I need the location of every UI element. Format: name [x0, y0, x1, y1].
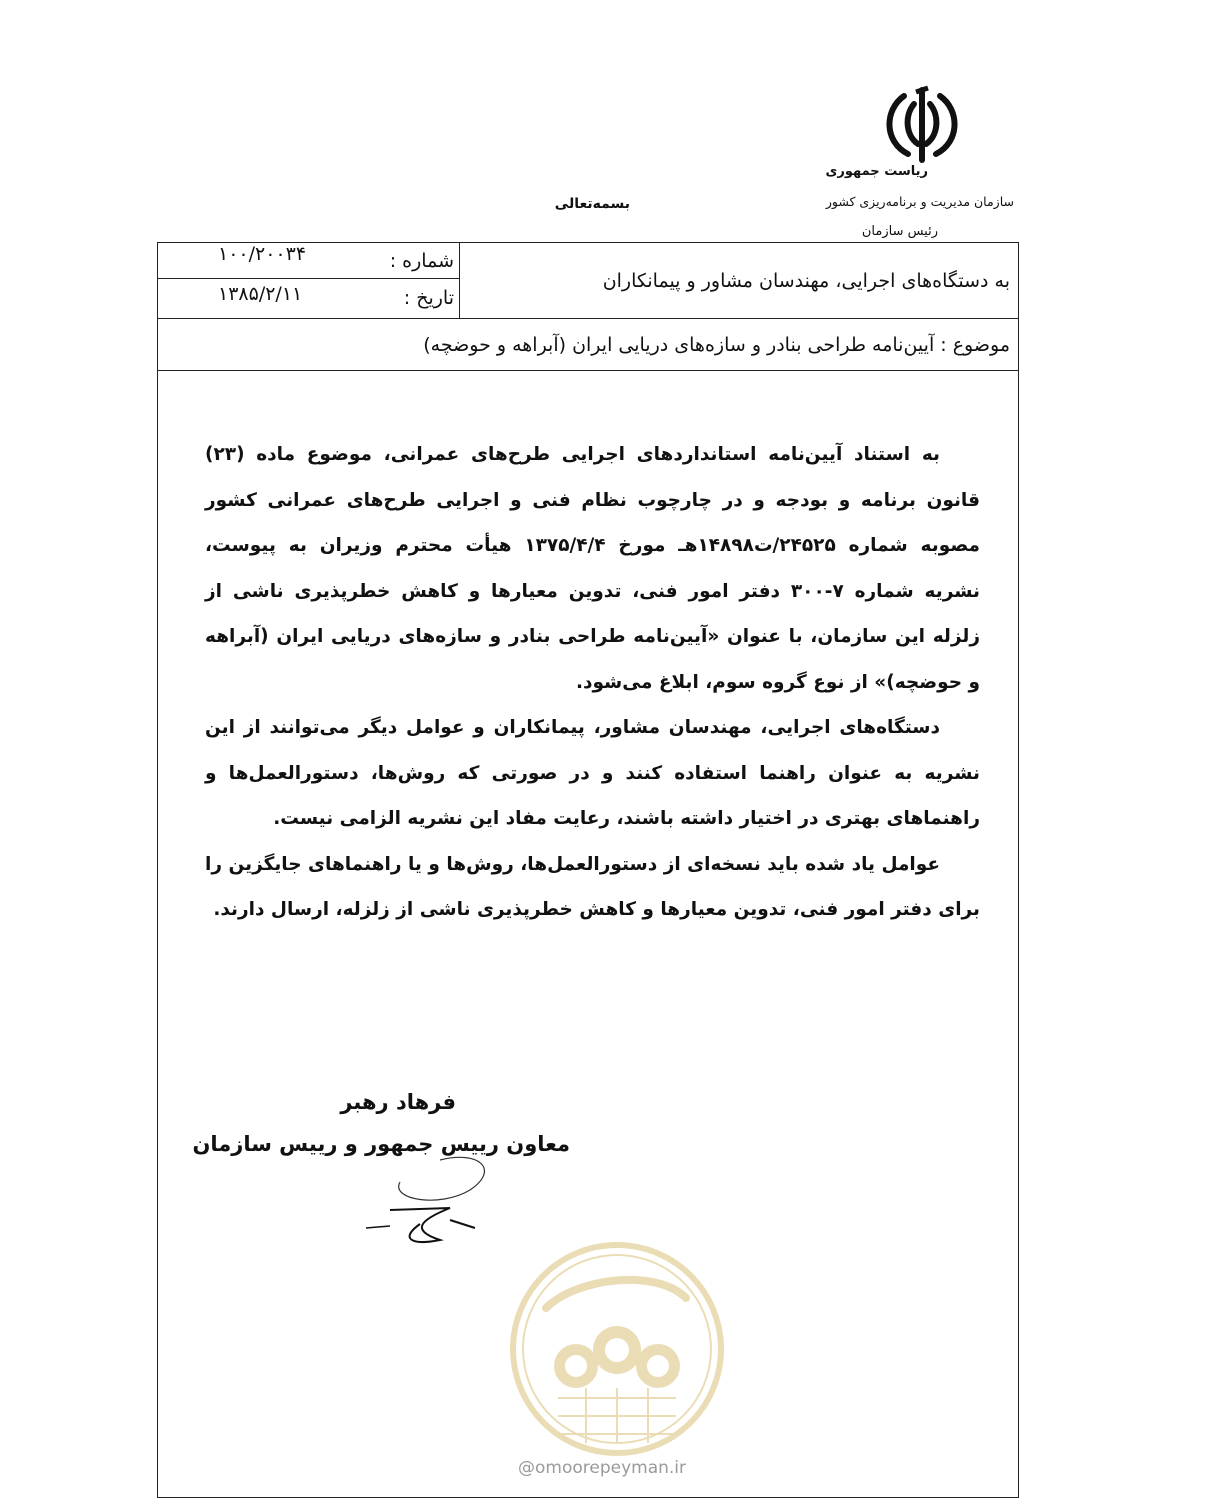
number-value: ۱۰۰/۲۰۰۳۴: [218, 243, 307, 265]
organization-name: سازمان مدیریت و برنامه‌ریزی کشور: [825, 194, 1014, 209]
publication-title: آیین‌نامه طراحی بنادر و سازه‌های دریایی ایران (آبراهه و حوضچه): [205, 626, 980, 693]
signatory-name: فرهاد رهبر: [340, 1090, 456, 1114]
website-watermark: @omoorepeyman.ir: [518, 1458, 687, 1478]
date-value: ۱۳۸۵/۲/۱۱: [218, 283, 303, 305]
subject-divider: [157, 370, 1019, 371]
handwritten-signature: [330, 1150, 520, 1250]
meta-divider: [157, 278, 459, 279]
iran-emblem-icon: [878, 84, 966, 164]
meta-vertical-divider: [459, 242, 460, 318]
recipient-line: به دستگاه‌های اجرایی، مهندسان مشاور و پیمانکاران: [602, 270, 1010, 292]
date-label: تاریخ :: [403, 287, 454, 309]
office-name: ریاست جمهوری: [825, 164, 928, 179]
subject-line: موضوع : آیین‌نامه طراحی بنادر و سازه‌های دریایی ایران (آبراهه و حوضچه): [423, 334, 1010, 356]
letter-body: [205, 432, 980, 933]
recipient-divider: [157, 318, 1019, 319]
number-label: شماره :: [389, 250, 454, 272]
body-paragraph-3: عوامل یاد شده باید نسخه‌ای از دستورالعمل‌ها، روش‌ها و یا راهنماهای جایگزین را برای دفتر امور فنی، تدوین معیارها و کاهش خطرپذیری ناشی از زلزله، ارسال دارند.: [205, 853, 980, 920]
body-paragraph-1: به استناد آیین‌نامه استانداردهای اجرایی طرح‌های عمرانی، موضوع ماده (۲۳) قانون برنامه و بودجه و در چارچوب نظام فنی و اجرایی طرح‌های عمرانی کشور مصوبه شماره ۲۴۵۲۵/ت۱۴۸۹۸هـ مورخ ۱۳۷۵/۴/۴ هیأت محترم وزیران به پیوست، نشریه شماره ۷-۳۰۰ دفتر امور فنی، تدوین معیارها و کاهش خطرپذیری ناشی از زلزله این سازمان، با عنوان «آیین‌نامه طراحی بنادر و سازه‌های دریایی ایران (آبراهه و حوضچه)» از نوع گروه سوم، ابلاغ می‌شود.: [205, 444, 981, 693]
position-title: رئیس سازمان: [861, 224, 938, 239]
omoorepeyman-stamp-icon: [506, 1238, 728, 1460]
body-paragraph-2: دستگاه‌های اجرایی، مهندسان مشاور، پیمانکاران و عوامل دیگر می‌توانند از این نشریه به عنوان راهنما استفاده کنند و در صورتی که روش‌ها، دستورالعمل‌ها و راهنماهای بهتری در اختیار داشته باشند، رعایت مفاد این نشریه الزامی نیست.: [205, 717, 980, 829]
signatory-title: معاون رییس جمهور و رییس سازمان: [192, 1132, 570, 1156]
invocation: بسمه‌تعالی: [554, 196, 630, 212]
